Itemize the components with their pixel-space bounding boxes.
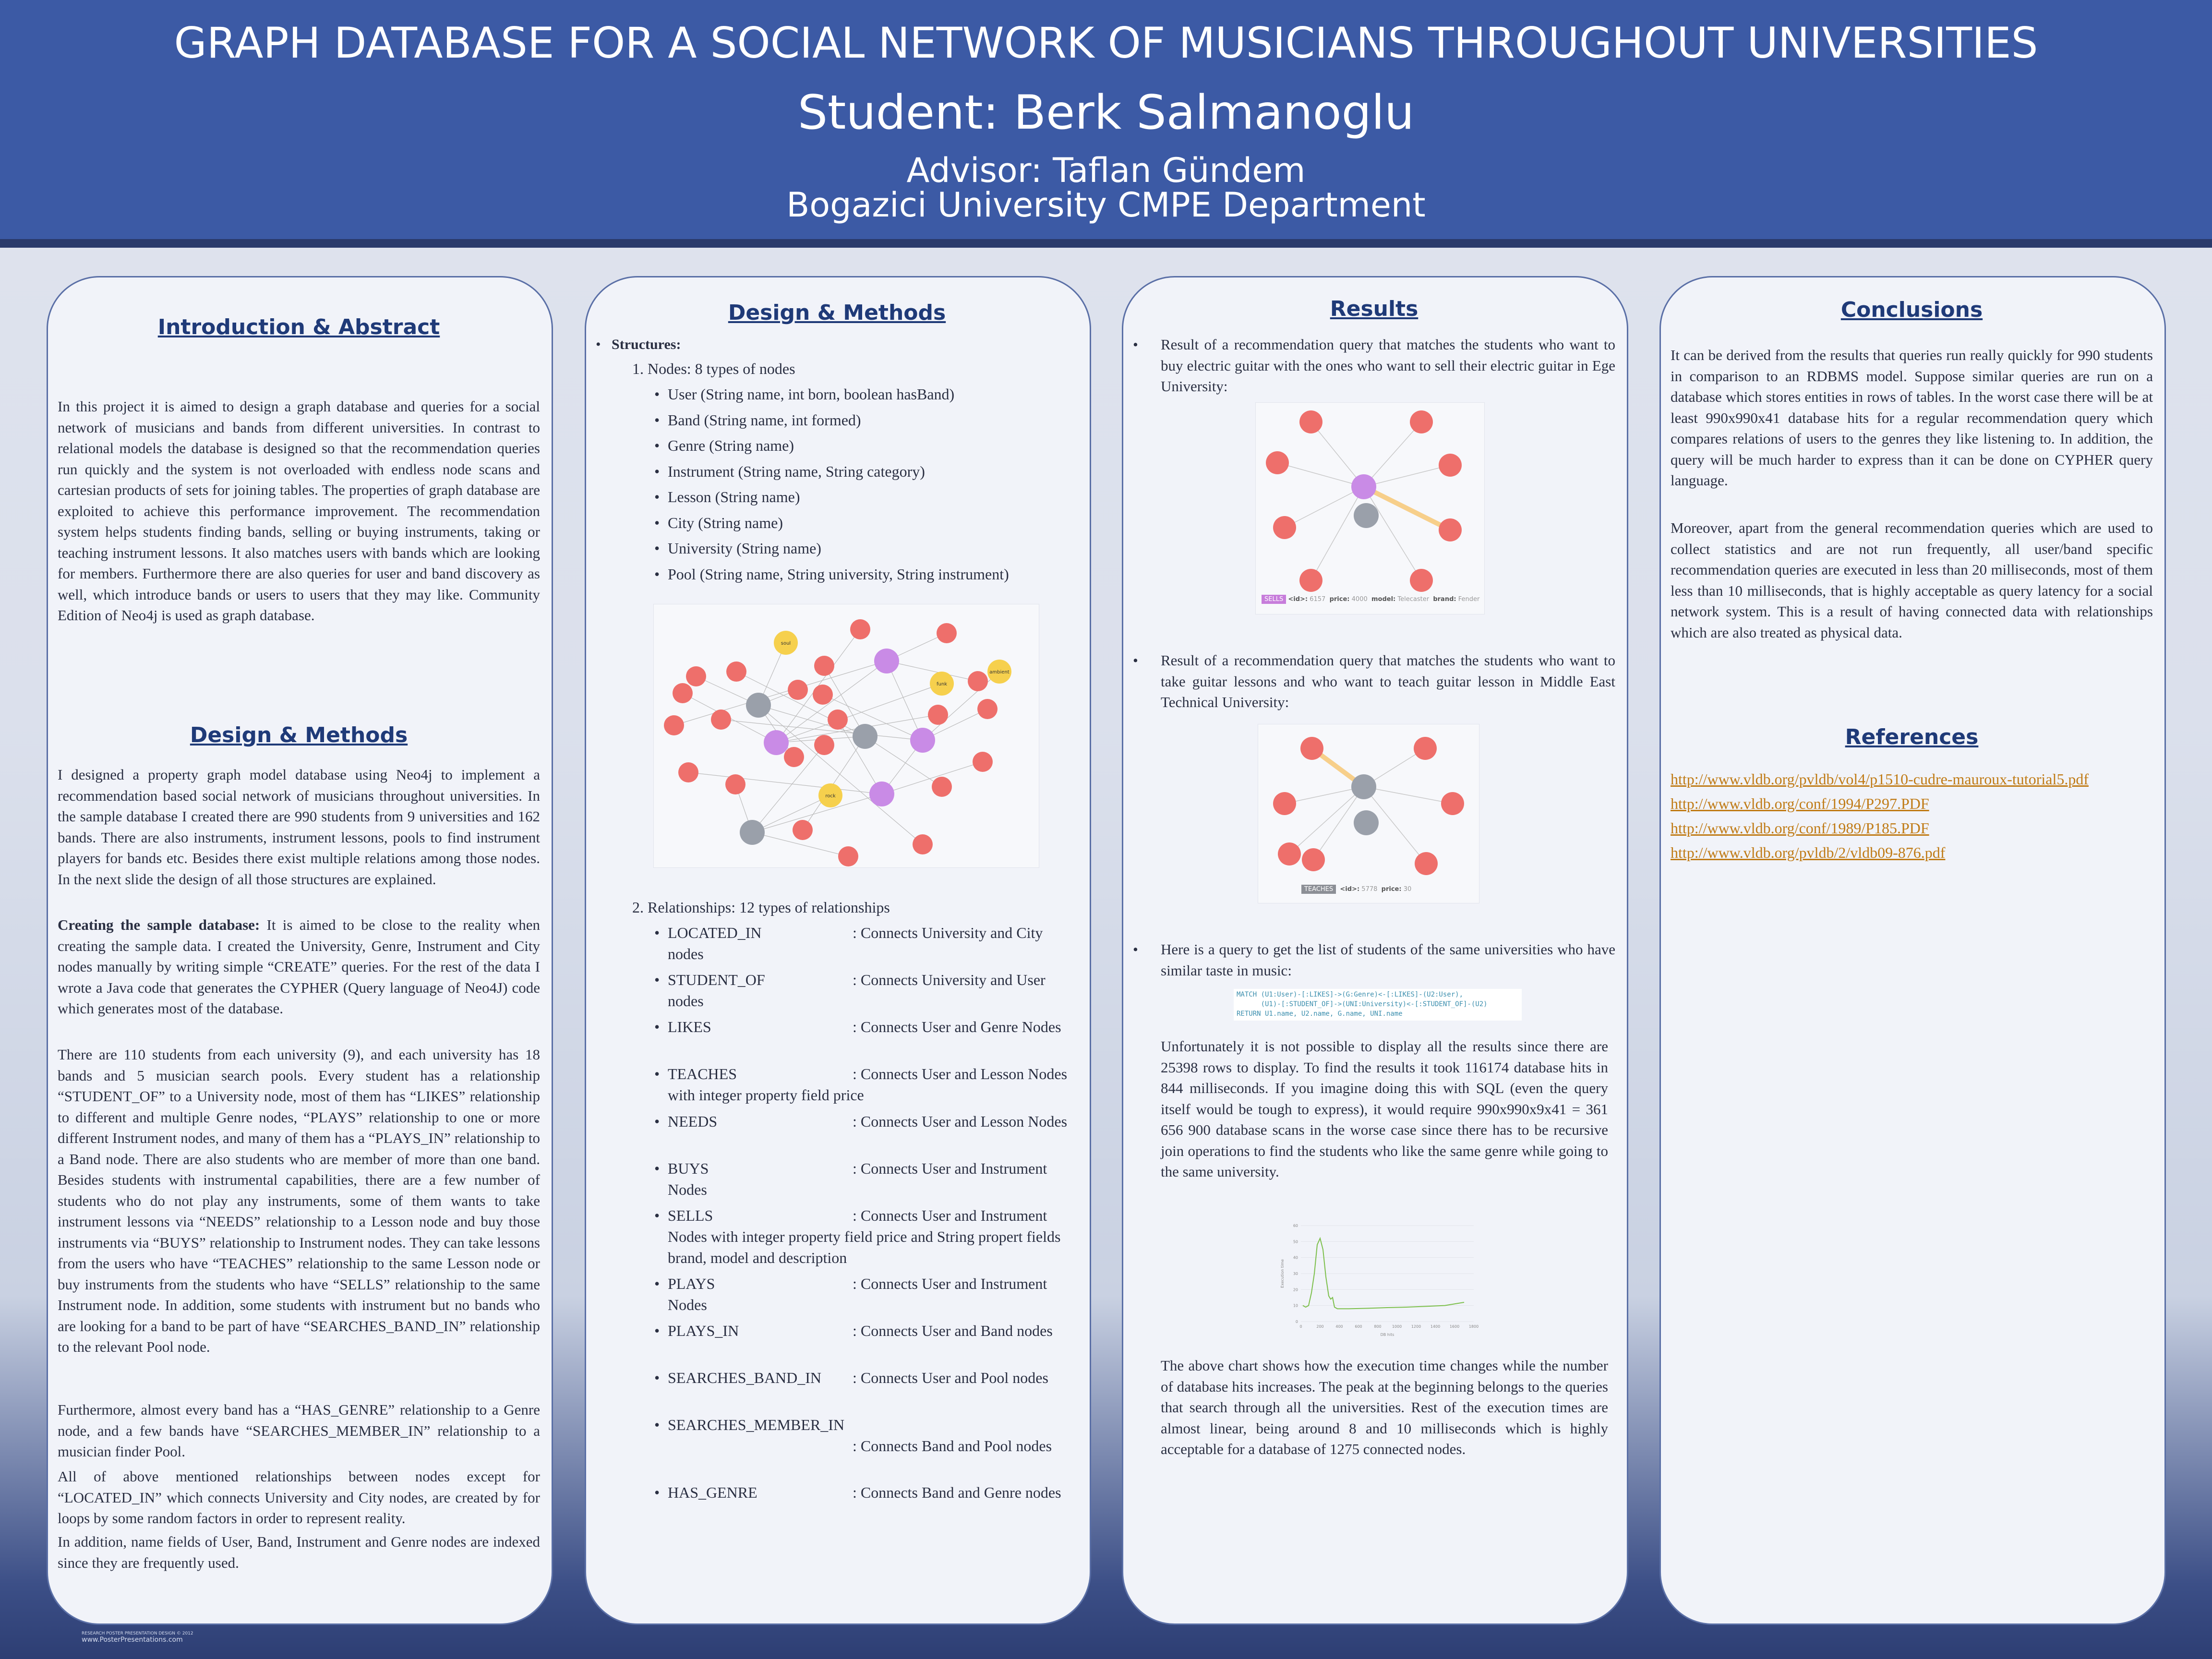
schema-node xyxy=(828,709,848,730)
schema-hub-node xyxy=(740,820,765,845)
sells-graph-svg xyxy=(1256,403,1484,614)
result-user-node xyxy=(1266,451,1289,474)
relationships-title: 2. Relationships: 12 types of relationships xyxy=(632,899,890,916)
intro-text: In this project it is aimed to design a graph database and queries for a social network of musicians and bands from different universities. In contrast to relational models the database is designed so that the recommendation queries run quickly and the system is not overloaded with endless node scans and cartesian products of sets for joining tables. The properties of graph database are exploited to achieve this performance improvement. The recommendation system helps students finding bands, selling or buying instruments, taking or teaching instrument lessons. It also matches users with bands which are looking for members. Furthermore there are also queries for user and band discovery as well, which introduce bands or users to users that they may like. Community Edition of Neo4j is used as graph database. xyxy=(58,398,540,624)
structures-label: • Structures: xyxy=(596,337,681,352)
reference-link-2[interactable]: http://www.vldb.org/conf/1994/P297.PDF xyxy=(1671,795,1929,812)
poster-title: GRAPH DATABASE FOR A SOCIAL NETWORK OF MUSICIANS THROUGHOUT UNIVERSITIES xyxy=(174,18,2038,68)
design-heading: Design & Methods xyxy=(190,723,408,747)
cypher-query-line-3: RETURN U1.name, U2.name, G.name, UNI.name xyxy=(1237,1010,1403,1018)
node-type-item: • City (String name) xyxy=(654,514,783,531)
schema-hub-node xyxy=(746,693,771,718)
relationship-description: : Connects University and User nodes xyxy=(668,971,1046,1010)
result-user-node xyxy=(1410,569,1433,592)
schema-node xyxy=(673,683,693,703)
reference-link-1[interactable]: http://www.vldb.org/pvldb/vol4/p1510-cudre-mauroux-tutorial5.pdf xyxy=(1671,770,2089,788)
chart-x-tick-label: 1600 xyxy=(1449,1324,1460,1329)
relationship-description: : Connects User and Instrument Nodes xyxy=(668,1275,1047,1313)
result-user-node xyxy=(1415,852,1438,875)
relationship-name: LOCATED_IN xyxy=(668,924,762,941)
advisor-name: Advisor: Taflan Gündem xyxy=(906,151,1306,190)
schema-node xyxy=(784,747,804,767)
conclusions-paragraph-1: It can be derived from the results that queries run really quickly for 990 students in comparison to an RDBMS model. Suppose similar queries are run on a database which stores entities in rows of tables. In the worst case there will be at least 990x990x41 database hits for a regular recommendation query which compares relations of users to the genres they like listening to. In addition, the query will be much harder to express than it can be done on CYPHER query language. xyxy=(1671,347,2153,489)
schema-node xyxy=(977,699,998,719)
result-user-node xyxy=(1273,516,1296,539)
result-edge xyxy=(1289,787,1364,854)
result-edge xyxy=(1364,787,1453,804)
results-paragraph-1: Unfortunately it is not possible to display all the results since there are 25398 rows to display. To find the results it took 116174 database hits in 844 milliseconds. If you imagine doing this with SQL (even the query itself would be tough to express), it would require 990x990x9x41 = 361 656 900 database scans in the worse case since there has to be recursive join operations to find the students who like the same genre while going to the same university. xyxy=(1161,1038,1608,1180)
result-user-node xyxy=(1439,454,1462,477)
relationship-name: SEARCHES_MEMBER_IN xyxy=(668,1416,845,1433)
schema-genre-label: rock xyxy=(825,793,836,799)
cypher-query-line-2: (U1)-[:STUDENT_OF]->(UNI:University)<-[:STUDENT_OF]-(U2) xyxy=(1237,1000,1488,1008)
relationship-description: : Connects User and Band nodes xyxy=(853,1322,1053,1339)
design-methods-heading: Design & Methods xyxy=(728,301,946,325)
relationship-description: : Connects Band and Pool nodes xyxy=(853,1437,1052,1455)
schema-edge xyxy=(752,794,882,832)
result-edge xyxy=(1277,463,1364,487)
schema-hub-node xyxy=(853,724,878,749)
node-type-item: • User (String name, int born, boolean hasBand) xyxy=(654,385,955,403)
schema-node xyxy=(838,846,858,866)
poster-header xyxy=(0,0,2212,239)
relationship-description: : Connects User and Lesson Nodes with integer property field price xyxy=(668,1065,1068,1104)
department: Bogazici University CMPE Department xyxy=(786,185,1426,225)
result-user-node xyxy=(1302,848,1325,871)
panel-design-methods: Design & Methods • Structures: 1. Nodes: 8 types of nodes • User (String name, int born, boolean hasBand) • Band (String name, int formed) • Genre (String name) • Instrument (String name, String category) • Lesson (String name) • City (String name) • University (String name) • Pool (String name, String university, String instrument) soul funk ambient rock 2. Relationships: 12 types of relationships • LOCATED_IN : Connects University and City nodes • STUDENT_OF : Connects University and User nodes • LIKES : Connects User and Genre Nodes • TEACHES : Connects User and Lesson Nodes with integer property field price • NEEDS : Connects User and Lesson Nodes • BUYS : Connects User and Instrument Nodes • SELLS : Connects User and Instrument Nodes with integer property field price and String propert fields brand, model and description • PLAYS : Connects User and Instrument Nodes • PLAYS_IN : Connects User and Band nodes • SEARCHES_BAND_IN : Connects User and Pool nodes • SEARCHES_MEMBER_IN : Connects Band and Pool nodes • HAS_GENRE : Connects Band and Genre nodes xyxy=(585,276,1091,1625)
execution-time-chart-svg xyxy=(1277,1214,1483,1338)
result-edge xyxy=(1364,465,1450,487)
node-type-item: • Lesson (String name) xyxy=(654,488,800,505)
schema-node xyxy=(686,666,706,686)
design-paragraph-2-lead: Creating the sample database: xyxy=(58,916,260,933)
result-user-node xyxy=(1414,737,1437,760)
relationship-name: BUYS xyxy=(668,1160,709,1177)
result-user-node xyxy=(1299,569,1322,592)
relationship-name: SEARCHES_BAND_IN xyxy=(668,1369,822,1386)
graph-schema-figure xyxy=(653,604,1039,868)
teaches-result-graph xyxy=(1258,724,1479,903)
result-user-node xyxy=(1410,410,1433,433)
schema-genre-label: funk xyxy=(937,682,947,687)
footer-website[interactable]: www.PosterPresentations.com xyxy=(82,1636,183,1644)
conclusions-paragraph-2: Moreover, apart from the general recommendation queries which are used to collect statistics and are not run frequently, all user/band specific recommendation queries are executed in less than 20 milliseconds, most of them less than 10 milliseconds, that is highly acceptable as query latency for a social network system. This is a result of having connected data with relationships which are also treated as physical data. xyxy=(1671,519,2153,641)
schema-node xyxy=(725,774,745,794)
result-user-node xyxy=(1278,842,1301,866)
relationship-name: TEACHES xyxy=(668,1065,737,1082)
intro-heading: Introduction & Abstract xyxy=(157,315,440,339)
schema-node xyxy=(928,705,948,725)
schema-node xyxy=(813,685,833,705)
schema-node xyxy=(937,623,957,643)
schema-node xyxy=(973,752,993,772)
result-user-node xyxy=(1300,737,1323,760)
references-heading: References xyxy=(1845,725,1979,749)
panel-introduction xyxy=(47,276,553,1625)
result-user-node xyxy=(1299,410,1322,433)
sells-result-graph xyxy=(1255,402,1485,614)
schema-node xyxy=(793,820,813,840)
schema-hub-node xyxy=(764,730,789,755)
chart-x-axis-label: DB hits xyxy=(1380,1333,1395,1337)
design-paragraph-2-body: It is aimed to be close to the reality when creating the sample data. I created the University, Genre, Instrument and City nodes manually by writing simple “CREATE” queries. For the rest of the data I wrote a Java code that generates the CYPHER (Query language of Neo4J) code which generates most of the database. xyxy=(58,916,540,1017)
chart-y-tick-label: 30 xyxy=(1293,1272,1298,1276)
design-paragraph-6: In addition, name fields of User, Band, Instrument and Genre nodes are indexed since they are frequently used. xyxy=(58,1533,540,1571)
chart-x-tick-label: 1400 xyxy=(1430,1324,1441,1329)
results-heading: Results xyxy=(1330,297,1419,321)
relationship-description: : Connects User and Instrument Nodes with integer property field price and String propert fields brand, model and description xyxy=(668,1207,1061,1266)
result-center-node xyxy=(1351,774,1376,799)
teaches-graph-svg xyxy=(1258,724,1479,903)
relationship-description: : Connects Band and Genre nodes xyxy=(853,1484,1061,1501)
relationship-name: PLAYS_IN xyxy=(668,1322,739,1339)
graph-schema-svg xyxy=(654,604,1039,867)
schema-genre-label: ambient xyxy=(989,670,1010,675)
node-type-item: • Pool (String name, String university, String instrument) xyxy=(654,565,1009,583)
result-center-node xyxy=(1351,474,1376,499)
design-paragraph-4: Furthermore, almost every band has a “HAS_GENRE” relationship to a Genre node, and a few bands have “SEARCHES_MEMBER_IN” relationship to a musician finder Pool. xyxy=(58,1401,540,1460)
chart-x-tick-label: 1200 xyxy=(1411,1324,1421,1329)
cypher-query-box xyxy=(1234,989,1522,1021)
sells-caption: SELLS <id>: 6157 price: 4000 model: Telecaster brand: Fender xyxy=(1262,596,1479,603)
relationship-description: : Connects User and Instrument Nodes xyxy=(668,1160,1047,1198)
schema-hub-node xyxy=(869,781,894,806)
results-paragraph-2: The above chart shows how the execution time changes while the number of database hits increases. The peak at the beginning belongs to the queries that search through all the universities. Rest of the execution times are almost linear, being around 8 and 10 milliseconds which is highly acceptable for a database of 1275 connected nodes. xyxy=(1161,1357,1608,1457)
node-type-item: • Band (String name, int formed) xyxy=(654,411,861,429)
chart-x-tick-label: 600 xyxy=(1355,1324,1362,1329)
chart-x-tick-label: 1000 xyxy=(1392,1324,1402,1329)
relationship-name: NEEDS xyxy=(668,1113,718,1130)
chart-x-tick-label: 400 xyxy=(1335,1324,1343,1329)
chart-y-tick-label: 20 xyxy=(1293,1287,1298,1292)
chart-y-tick-label: 60 xyxy=(1293,1224,1298,1228)
design-paragraph-1: I designed a property graph model database using Neo4j to implement a recommendation based social network of musicians throughout universities. In the sample database I created there are 990 students from 9 universities and 162 bands. There are also instruments, instrument lessons, pools to find instrument players for bands etc. Besides there exist multiple relations among those nodes. In the next slide the design of all those structures are explained. xyxy=(58,766,540,888)
relationship-name: LIKES xyxy=(668,1018,711,1035)
chart-y-tick-label: 40 xyxy=(1293,1255,1298,1260)
schema-edge xyxy=(674,661,887,725)
chart-x-tick-label: 800 xyxy=(1374,1324,1382,1329)
schema-node xyxy=(913,834,933,854)
result-center-node xyxy=(1354,503,1379,528)
header-divider xyxy=(0,239,2212,248)
schema-node xyxy=(788,680,808,700)
result-user-node xyxy=(1439,518,1462,541)
result-edge xyxy=(1311,487,1364,580)
schema-edge xyxy=(688,772,882,794)
relationship-description: : Connects User and Genre Nodes xyxy=(853,1018,1061,1035)
relationship-description: : Connects User and Lesson Nodes xyxy=(853,1113,1068,1130)
node-type-item: • University (String name) xyxy=(654,540,821,557)
schema-edge xyxy=(752,795,830,832)
relationship-description: : Connects University and City nodes xyxy=(668,924,1043,962)
reference-link-3[interactable]: http://www.vldb.org/conf/1989/P185.PDF xyxy=(1671,819,1929,837)
schema-genre-label: soul xyxy=(781,641,791,646)
chart-x-tick-label: 200 xyxy=(1316,1324,1324,1329)
teaches-caption: TEACHES <id>: 5778 price: 30 xyxy=(1301,886,1411,893)
panel-results: Results • Result of a recommendation query that matches the students who want to buy electric guitar with the ones who want to sell their electric guitar in Ege University: SELLS <id>: 6157 price: 4000 model: Telecaster brand: Fender • Result of a recommendation query that matches the students who want to take guitar lessons and who want to teach guitar lesson in Middle East Technical University: TEACHES <id>: 5778 price: 30 • Here is a query to get the list of students of the same universities who have similar taste in music: MATCH (U1:User)-[:LIKES]->(G:Genre)<-[:LIKES]-(U2:User), (U1)-[:STUDENT_OF]->(UNI:University)<-[:STUDENT_OF]-(U2) RETURN U1.name, U2.name, G.name, UNI.name Unfortunately it is not possible to display all the results since there are 25398 rows to display. To find the results it took 116174 database hits in 844 milliseconds. If you imagine doing this with SQL (even the query itself would be tough to express), it would require 990x990x9x41 = 361 656 900 database scans in the worse case since there has to be recursive join operations to find the students who like the same genre while going to the same university. 0 10 20 30 40 50 60 0 200 400 600 800 1000 1200 1400 1600 1800 DB hits Execution time The above chart shows how the execution time changes while the number of database hits increases. The peak at the beginning belongs to the queries that search through all the universities. Rest of the execution times are almost linear, being around 8 and 10 milliseconds which is highly acceptable for a database of 1275 connected nodes. xyxy=(1122,276,1628,1625)
schema-node xyxy=(814,656,834,676)
result-edge xyxy=(1311,422,1364,487)
node-type-item: • Instrument (String name, String category) xyxy=(654,462,925,480)
result-edge xyxy=(1364,422,1421,487)
design-paragraph-2 xyxy=(58,914,540,1019)
reference-link-4[interactable]: http://www.vldb.org/pvldb/2/vldb09-876.pdf xyxy=(1671,844,1946,861)
chart-y-axis-label: Execution time xyxy=(1280,1259,1285,1288)
footer-copyright: RESEARCH POSTER PRESENTATION DESIGN © 2012 xyxy=(82,1631,193,1636)
node-type-item: • Genre (String name) xyxy=(654,437,794,454)
schema-node xyxy=(711,709,731,730)
schema-node xyxy=(850,619,870,639)
result-user-node xyxy=(1441,792,1464,815)
schema-edge xyxy=(887,661,923,740)
schema-node xyxy=(664,715,684,735)
schema-node xyxy=(678,762,698,782)
schema-node xyxy=(726,661,746,682)
chart-y-tick-label: 10 xyxy=(1293,1303,1298,1308)
nodes-title: 1. Nodes: 8 types of nodes xyxy=(632,360,795,377)
schema-hub-node xyxy=(910,728,935,753)
relationship-name: STUDENT_OF xyxy=(668,971,765,988)
schema-hub-node xyxy=(874,649,899,673)
relationship-name: PLAYS xyxy=(668,1275,715,1292)
relationship-name: HAS_GENRE xyxy=(668,1484,757,1501)
relationship-name: SELLS xyxy=(668,1207,713,1224)
student-name: Student: Berk Salmanoglu xyxy=(797,85,1415,140)
result-user-node xyxy=(1273,792,1296,815)
chart-y-tick-label: 50 xyxy=(1293,1239,1298,1244)
execution-time-chart xyxy=(1277,1214,1483,1338)
conclusions-heading: Conclusions xyxy=(1840,298,1983,322)
panel-conclusions xyxy=(1659,276,2166,1625)
cypher-query-line-1: MATCH (U1:User)-[:LIKES]->(G:Genre)<-[:LIKES]-(U2:User), xyxy=(1237,991,1464,998)
footer xyxy=(82,1631,193,1644)
schema-node xyxy=(814,735,834,755)
result-center-node xyxy=(1354,810,1379,835)
schema-node xyxy=(968,671,988,691)
chart-x-tick-label: 1800 xyxy=(1468,1324,1479,1329)
relationship-description: : Connects User and Pool nodes xyxy=(853,1369,1048,1386)
design-paragraph-5: All of above mentioned relationships between nodes except for “LOCATED_IN” which connects University and City nodes, are created by for loops by some random factors in order to represent reality. xyxy=(58,1468,540,1527)
schema-node xyxy=(932,777,952,797)
chart-y-tick-label: 0 xyxy=(1295,1320,1298,1324)
chart-x-tick-label: 0 xyxy=(1299,1324,1302,1329)
design-paragraph-3: There are 110 students from each university (9), and each university has 18 bands and 5 musician search pools. Every student has a relationship “STUDENT_OF” to a University node, most of them has “LIKES” relationship to different and multiple Genre nodes, “PLAYS” relationship to one or more different Instrument nodes, and many of them has a “PLAYS_IN” relationship to a Band node. There are also students who are member of more than one band. Besides students with instrumental capabilities, there are a few number of students who do not play any instruments, some of them wants to take instrument lessons via “NEEDS” relationship to a Lesson node and buy those instruments via “BUYS” relationship to Instrument nodes. They can take lessons from the users who have “TEACHES” relationship to the same Lesson node or buy instruments from the students who have “SELLS” relationship to the same Instrument node. In addition, some students with instrument but no bands who are looking for a band to be part of have “SEARCHES_BAND_IN” relationship to the relevant Pool node. xyxy=(58,1046,540,1355)
